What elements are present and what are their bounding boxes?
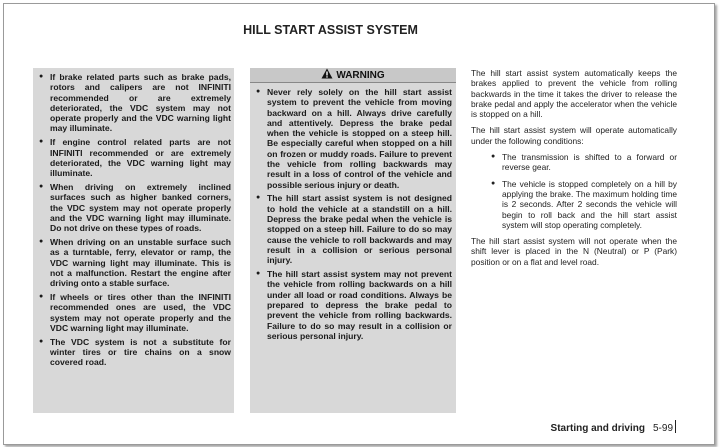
caution-item: ● When driving on extremely inclined surfaces such as higher banked corners, the VDC system may not operate properly and the VDC warning light may illuminate. Do not drive on these types of roads. [39, 182, 231, 233]
caution-item: ● When driving on an unstable surface such as a turntable, ferry, elevator or ramp, the VDC warning light may illuminate. This is not a malfunction. Restart the engine after driving onto a stable surface. [39, 237, 231, 288]
page-divider [675, 420, 676, 433]
caution-item: ● If brake related parts such as brake pads, rotors and calipers are not INFINITI recommended or are extremely deteriorated, the VDC system may not operate properly and the VDC warning light may illuminate. [39, 72, 231, 134]
caution-panel [33, 68, 234, 413]
caution-list [33, 68, 234, 368]
page-number: 5-99 [652, 423, 673, 434]
conditions-list [471, 152, 677, 230]
condition-item: ● The vehicle is stopped completely on a hill by applying the brake. The maximum holding time is 2 seconds. After 2 seconds the vehicle will begin to roll back and the hill start assist system will stop operating completely. [491, 179, 677, 230]
manual-page [3, 3, 715, 445]
description-paragraph: The hill start assist system automatically keeps the brakes applied to prevent the vehicle from rolling backwards in the time it takes the driver to release the brake pedal and apply the accelerator when the vehicle is stopped on a hill. [471, 68, 677, 120]
page-footer [504, 420, 676, 434]
section-name: Starting and driving [550, 423, 645, 434]
conditions-intro: The hill start assist system will operate automatically under the following conditions: [471, 125, 677, 146]
caution-item: ● If engine control related parts are not INFINITI recommended or are extremely deteriorated, the VDC warning light may illuminate. [39, 137, 231, 178]
warning-heading: WARNING [336, 69, 385, 81]
warning-list [250, 83, 456, 341]
condition-item: ● The transmission is shifted to a forward or reverse gear. [491, 152, 677, 173]
warning-header [250, 68, 456, 83]
caution-item: ● The VDC system is not a substitute for winter tires or tire chains on a snow covered road. [39, 337, 231, 368]
warning-item: ● The hill start assist system may not prevent the vehicle from rolling backwards on a hill under all load or road conditions. Always be prepared to depress the brake pedal to prevent the vehicle from rolling backwards. Failure to do so may result in a collision or serious personal injury. [256, 269, 452, 341]
description-column [471, 68, 677, 273]
warning-triangle-icon [321, 68, 333, 82]
non-operation-paragraph: The hill start assist system will not operate when the shift lever is placed in the N (Neutral) or P (Park) position or on a flat and level road. [471, 236, 677, 267]
page-title: HILL START ASSIST SYSTEM [243, 23, 418, 37]
warning-panel [250, 68, 456, 413]
caution-item: ● If wheels or tires other than the INFINITI recommended ones are used, the VDC system may not operate properly and the VDC warning light may illuminate. [39, 292, 231, 333]
warning-item: ● The hill start assist system is not designed to hold the vehicle at a standstill on a hill. Depress the brake pedal when the vehicle is stopped on a steep hill. Failure to do so may cause the vehicle to roll backwards and may result in a collision or serious personal injury. [256, 193, 452, 265]
warning-item: ● Never rely solely on the hill start assist system to prevent the vehicle from moving backward on a hill. Always drive carefully and attentively. Depress the brake pedal when the vehicle is stopped on a steep hill. Be especially careful when stopped on a hill on frozen or muddy roads. Failure to prevent the vehicle from rolling backwards may result in a loss of control of the vehicle and possible serious injury or death. [256, 87, 452, 190]
